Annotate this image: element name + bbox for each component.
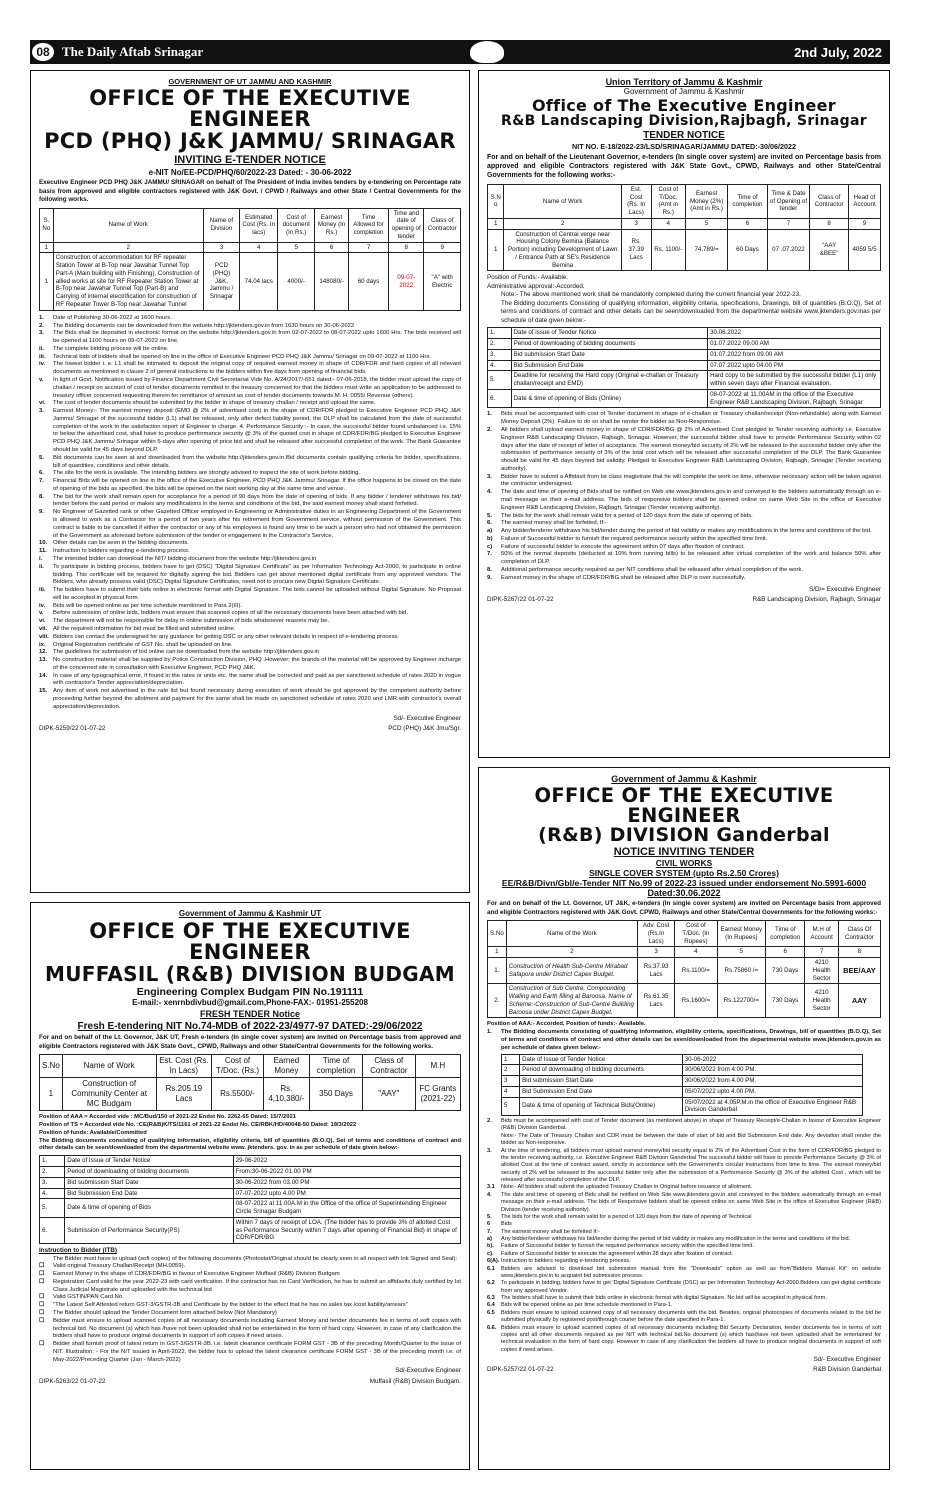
table-header-cell: M.H [415, 1055, 460, 1078]
list-item: 3.1 Note:- All bidders shall submit the uploaded Treasury Challan in Original before issuance of allotment. [487, 1184, 753, 1191]
schedule-row: 5. Date & time of opening of Bids 08-07-2022 at 11.00A.M in the Office of the office of Superintending Engineer Circle Srinagar Budgam [40, 1199, 461, 1218]
table-index-cell: 5 [717, 947, 765, 958]
table-row [488, 984, 881, 1018]
list-item: 15. Any item of work not advertised in the rate list but found necessary during execution of work should be got approved by the competent authority before proceeding further beyond the allotment and payment for the same shall be made on sanctioned schedule of rates 2020 and LMR with contractor's overall appreciation/depreciation. [39, 688, 461, 710]
list-item: 5. Bid documents can be seen at and downloaded from the website http://jktenders.gov.in Bid documents contain qualifying criteria for bidder, specifications, bill of quantities, conditions and other details. [39, 454, 461, 469]
list-item: iii. Technical bids of bidders shall be opened on line in the office of Executive Engineer PCD PHQ J&K Jammu/ Srinagar on 09-07-2022 at 1100 Hrs. [39, 353, 431, 360]
gd-conditions [487, 1118, 881, 1354]
table-cell: 2. [488, 984, 507, 1018]
list-item: 7. 50% of the normal deposits (deducted at 10% from running bills) to be released after virtual completion of the work and balance 50% after completion of DLP. [487, 551, 881, 566]
table-index-cell: 3 [638, 947, 675, 958]
list-item: 3. The Bids shall be deposited in electronic format on the website http://jktenders.gov.in from 02-07-2022 to 08-07-2022 upto 1600 Hrs. The bids received will be opened at 1100 hours on 09-07-2022 on line. [39, 330, 461, 345]
pcd-works-table [39, 208, 461, 311]
table-index-cell: 2 [506, 947, 637, 958]
ls-note: Note:- The above mentioned work shall be mandatorily completed during the current financial year 2022-23. [501, 291, 801, 299]
gd-single-cover: SINGLE COVER SYSTEM (upto Rs.2.50 Crores) [589, 868, 779, 879]
schedule-row: 3. Bid submission Start Date 01.07.2022 from 09.00 AM [488, 349, 881, 360]
gd-dated: Dated:30.06.2022 [647, 888, 721, 899]
table-cell: Construction of Community Center at MC Budgam [62, 1078, 156, 1111]
table-cell: AAY [838, 984, 880, 1018]
bg-notice-type: FRESH TENDER Notice [199, 1009, 300, 1020]
pcd-conditions [39, 315, 461, 712]
bg-funds: Position of funds: Available/Committed [39, 1129, 147, 1136]
table-cell: Rs.1600/= [675, 984, 717, 1018]
list-item: 8. The bid for the work shall remain open for acceptance for a period of 90 days from the date of opening of bids. If any bidder / tenderer withdraws his bid/ tender before the said period or makes any modifications in the terms and conditions of the bid, the said earnest money shall stand forfeited. [39, 493, 461, 508]
list-item: 1. Date of Publishing 30-06-2022 at 1600 hours. [39, 314, 172, 321]
list-item: iii. The bidders have to submit their bids online in electronic format with Digital Signature. The bids cannot be uploaded without Digital Signature. No Proposal will be accepted in physical form. [39, 587, 461, 601]
schedule-row: 4. Bid Submission End Date 07-07-2022 upto 4.00 PM [40, 1188, 461, 1199]
bg-email: E-mail:- xenrnbdivbud@gmail.com,Phone-FAX:- 01951-255208 [132, 998, 368, 1008]
table-header-cell: Time of completion [728, 184, 767, 218]
table-cell: 1. [488, 958, 507, 984]
table-cell: 60 Days [728, 229, 767, 271]
schedule-row: 1. Date of Issue of Tender Notice 29-06-2022 [40, 1156, 461, 1167]
table-cell: 1 [40, 1078, 63, 1111]
schedule-row: 3. Bid submission Start Date 30-06-2022 from 03.00 PM [40, 1177, 461, 1188]
ganderbal-tender-notice: Government of Jammu & Kashmir OFFICE OF THE EXECUTIVE ENGINEER (R&B) DIVISION Ganderbal NOTICE INVITING TENDER CIVIL WORKS SINGLE COVER SYSTEM (upto Rs.2.50 Crores) EE/R&B/Divn/Gbl/e-Tender NIT No.99 of 2022-23 issued under endorsement No.5991-6000 Dated:30.06.2022 For and on behalf of the Lt. Governor, UT J&K, e-tenders (In single cover system) are invited on Percentage basis from approved and eligible Contractors registered with J&K Govt. CPWD, Railways and other State/Central Governments for the following works:- S.No Name of the Work Adv. Cost (Rs.In Lacs) Cost of T/Doc. (In Rupees) Earnest Money (In Rupees) Time of completion M.H of Account Class Of Contractor 1 2 3 4 5 6 7 8 1. Construction of Health Sub-Centre Mirabad Safapora under District Capex Budget. Rs.37.93 Lacs Rs.1100/= Rs.75860 /= 730 Days 4210 Health Sector BEE/AAY 2. Construction of Sub Centre, Compounding Walling and Earth filling at Baroosa. Name of Scheme:-Construction of Sub-Centre Building Baroosa under District Capex Budget. Rs.61.35 Lacs Rs.1600/= Rs.122700/= 730 Days 4210 Health Sector AAY Position of AAA:- Accorded, Position of funds:- Available. 1. The Bidding documents consisting of qualifying information, eligibility criteria, specifications, Drawings, bill of quantities (B.O.Q), Set of terms and conditions of contract and other details can be seen/downloaded from the departmental website www.jktenders.gov.in as per schedule of dates given below:- 1 Date of Issue of Tender Notice 30-06-2022 2 Period of downloading of bidding documents 30/06/2022 from 4:00 PM. 3 Bid submission Start Date 30/06/2022 from 4.00 PM. 4 Bid Submission End Date 05/07/2022 upto 4.00 PM. 5 Date & time of opening of Technical Bids(Online) 05/07/2022 at 4.05P.M.in the office of Executive Engineer R&B Division Ganderbal 2. Bids must be accompanied with cost of Tender document (as mentioned above) in shape of Treasury Receipt/e-Challan in favour of Executive Engineer (R&B) Division Ganderbal. Note:- The Date of Treasury Challan and CDR must be between the date of start of bid and Bid Submission End date. Any deviation shall render the bidder as Non-responsive. 3. At the time of tendering, all bidders must upload earnest money/bid security equal to 2% of the Advertised Cost in the form of CDR/FDR/BG pledged to the tender receiving authority, i.e. Executive Engineer R&B Division Ganderbal The successful bidder will have to provide Performance Security @ 3% of allotted Cost at the time of contract award, strictly in accordance with the Government's circular instructions from time to time. The earnest money/bid security of 2% will be released to the successful bidder only after the submission of a Performance Security @ 3% of the allotted Cost , which will be released after successful completion of the DLP. 3.1 Note:- All bidders shall submit the uploaded Treasury Challan in Original before issuance of allotment. 4. The date and time of opening of Bids shall be notified on Web Site www.jktenders.gov.in and conveyed to the bidders automatically through an e-mail message on their e-mail address. The bids of Responsive bidders shall be opened online on same Web Site in the office of Executive Engineer (R&B) Division (tender receiving authority). 5. The bids for the work shall remain valid for a period of 120 days from the date of opening of Technical 6 Bids 7. The earnest money shall be forfeited If:- a) Any bidder/tenderer withdraws his bid/tender during the period of bid validity or makes any modification in the terms and conditions of the bid. b). Failure of Successful bidder to furnish the required performance security within the specified time limit. c). Failure of Successful bidder to execute the agreement within 28 days after fixation of contract. 6(A). Instruction to bidders regarding e-tendering process. 6.1 Bidders are advised to download bid submission manual from the "Downloads" option as well as from"Bidders Manual Kit" on website www.jktenders.gov.in to acquaint bid submission process. 6.2 To participate in bidding, bidders have to get 'Digital Signature Certificate (DSC) as per Information Technology Act-2000.Bidders can get digital certificate from any approved Vendor. 6.3 The bidders shall have to submit their bids online in electronic format with digital Signature. No bid will be accepted in physical form. 6.4 Bids will be opened online as per time schedule mentioned in Para-1. 6.5 Bidders must ensure to upload scanned copy of all necessary documents with the bid. Besides, original photocopies of documents related to the bid be submitted physically by registered post/through courier before the date specified in Para-1. 6.6. Bidders must ensure to upload scanned copies of all necessary documents including Bid Security Declaration, tender documents fee in terms of soft copies and all other documents required as per NIT with technical bid.No document (s) which has/have not been uploaded shall be entertained for technical evaluation in the form of hard copy. However in case of any clarification the bidders all have to produce original documents in support of soft copies if need arises. Sd/- Executive Engineer DIPK-5257/22 01-07-22 R&B Division Ganderbal [478, 767, 890, 1470]
table-index-cell: 5 [278, 242, 315, 253]
schedule-row: 6. Date & time of opening of Bids (Online) 08-07-2022 at 11.00AM in the office of the Executive Engineer R&B Landscaping Division, Rajbagh, Srinagar [488, 389, 881, 408]
ls-signature-1: S/D/= Executive Engineer [809, 585, 881, 593]
list-item: 11. Instruction to bidders regarding e-tendering process. [39, 548, 190, 555]
list-item: 2. The Bidding documents can be downloaded from the website http://jktenders.gov.in from 1630 hours on 30-06-2022 [39, 322, 355, 329]
ls-nit-number: NIT NO. E-18/2022-23/LSD/SRINAGAR/JAMMU DATED:-30/06/2022 [572, 141, 796, 151]
table-cell: Rs.5500/- [212, 1078, 263, 1111]
table-index-cell: 6 [315, 242, 349, 253]
list-item: ☐ "The Latest Self Attested return GST-3/GSTR-3B and Certificate by the bidder to the effect that he has no sales tax /cost liability/arrears" [39, 1302, 408, 1309]
list-item: 13. No construction material shall be supplied by Police Construction Division, PHQ .However; the brands of the material will be approved by Engineer incharge of the concerned site in consultation with Executive Engineer, PCD PHQ J&K. [39, 657, 461, 671]
table-header-cell: Estimated Cost (Rs. In lacs) [240, 208, 278, 242]
table-index-cell: 1 [40, 242, 54, 253]
table-cell: 4210 Health Sector [805, 984, 839, 1018]
gd-dipk: DIPK-5257/22 01-07-22 [487, 1366, 554, 1374]
list-item: v. In light of Govt. Notification issued by Finance Department Civil Secretariat Vide No. A/24/2017/-651 dated:- 07-06-2018, the bidder must upload the copy of challan / receipt on account of cost of tender documents remitted in the treasury concerned for that the bidders must write an application to be addressed to treasury officer concerned requesting therein for remittance of amount as cost of tender documents towards M. H. 0055/ Revenue (others). [39, 376, 461, 399]
pcd-signature-2: PCD (PHQ) J&K Jmu/Sgr. [388, 724, 461, 732]
list-item: v. Before submission of online bids, bidders must ensure that scanned copies of all the necessary documents have been attached with bid. [39, 610, 408, 617]
table-index-cell: 8 [389, 242, 424, 253]
table-header-cell: Est. Cost (Rs. In Lacs) [621, 184, 651, 218]
table-cell: 730 Days [766, 984, 805, 1018]
table-cell: 1 [488, 229, 504, 271]
table-cell: 1 [40, 253, 54, 310]
bg-itb: Instruction to Bidder (ITB) [39, 1247, 118, 1255]
gd-nit-number: EE/R&B/Divn/Gbl/e-Tender NIT No.99 of 2022-23 issued under endorsement No.5991-6000 [501, 878, 867, 889]
landscaping-tender-notice [478, 70, 890, 758]
bg-title-2: MUFFASIL (R&B) DIVISION BUDGAM [45, 961, 455, 986]
ls-ut: Union Territory of Jammu & Kashmir [605, 77, 763, 87]
table-index-cell: 3 [203, 242, 240, 253]
list-item: 5. The bids for the work shall remain valid for a period of 120 days from the date of opening of bids. [487, 512, 753, 519]
table-index-cell: 4 [651, 218, 685, 229]
list-item: 7. Financial Bids will be opened on line in the office of the Executive Engineer, PCD PHQ J&K Jammu/ Srinagar. If the office happens to be closed on the date of opening of the bids as specified, the bids will be opened on the next working day at the same time and venue. [39, 478, 461, 492]
list-item: 12. The guidelines for submission of bid online can be downloaded from the website http://jktenders.gov.in [39, 649, 320, 656]
list-item: b). Failure of Successful bidder to furnish the required performance security within the specified time limit. [487, 1243, 754, 1250]
list-item: 4. The date and time of opening of Bids shall be notified on Web site www.jktenders.gov.in and conveyed to the bidders automatically through an e-mail message on their e-mail address. The bids of responsive bidders shall be opened online on same Web Site in the office of Executive Engineer R&B Landscaping Division, Rajbagh, Srinagar (Tender receiving authority). [487, 489, 881, 511]
bg-docs: The Bidding documents consisting of qualifying information, eligibility criteria, bill of quantities (B.O.Q), Set of terms and conditions of contract and other details can be seen/downloaded from the departmental website www. jktenders. gov. in as per schedule of date given below:- [39, 1137, 461, 1152]
ls-signature-2: R&B Landscaping Division, Rajbagh, Srinagar [752, 595, 881, 603]
ls-title-2: R&B Landscaping Division,Rajbagh, Srinagar [501, 113, 867, 130]
table-header-cell: Class of Contractor [424, 208, 461, 242]
ls-schedule-table [487, 327, 881, 408]
table-header-cell: Class of Contractor [810, 184, 849, 218]
table-index-cell: 2 [504, 218, 622, 229]
table-cell: BEE/AAY [838, 958, 880, 984]
list-item: ☐ Bidder must ensure to upload scanned copies of all necessary documents including Earnest Money and tender documents fee in terms of soft copies with technical bid. No document (s) which has /have not been uploaded shall not be entertained in the form of hard copy. However, in case of any clarification the bidders shall have to produce original documents in support of soft copies if need arises. [39, 1317, 461, 1340]
gd-pre: The Bidding documents consisting of qualifying information, eligibility criteria, specifications, Drawings, bill of quantities (B.O.Q), Set of terms and conditions of contract and other details can be seen/downloaded from the departmental website www.jktenders.gov.in as per schedule of dates given below:- [501, 1029, 881, 1051]
bg-signature-2: Muffasil (R&B) Division Budgam. [369, 1377, 461, 1385]
table-header-cell: Class Of Contractor [838, 921, 880, 947]
pcd-dipk: DIPK-5259/22 01-07-22 [39, 724, 106, 732]
list-item: 4. The date and time of opening of Bids shall be notified on Web Site www.jktenders.gov.in and conveyed to the bidders automatically through an e-mail message on their e-mail address. The bids of Responsive bidders shall be opened online on same Web Site in the office of Executive Engineer (R&B) Division (tender receiving authority). [487, 1191, 881, 1213]
table-cell: 09-07-2022 [389, 253, 424, 310]
list-item: 14. In case of any typographical error, if found in the rates or units etc. the same shall be corrected and paid as per sanctioned schedule of rates 2020 in vogue with contractor's Tender appreciation/depreciation. [39, 672, 461, 687]
masthead [30, 40, 890, 64]
gd-schedule-table [501, 1054, 863, 1117]
pcd-notice-type: INVITING E-TENDER NOTICE [174, 154, 326, 167]
bg-schedule-table [39, 1155, 461, 1244]
table-index-cell: 1 [488, 947, 507, 958]
gd-aaa: Position of AAA:- Accorded, Position of funds:- Available. [487, 1021, 646, 1028]
list-item: 5. The bids for the work shall remain valid for a period of 120 days from the date of opening of Technical [487, 1213, 752, 1220]
table-cell: 4210 Health Sector [805, 958, 839, 984]
list-item: 6. The earnest money shall be forfeited, If:- [487, 520, 607, 527]
table-cell: Rs.37.93 Lacs [638, 958, 675, 984]
pcd-nit-number: e-NIT No/EE-PCD/PHQ/60/2022-23 Dated: - 30-06-2022 [148, 168, 352, 178]
table-cell: Construction of Central verge near Housing Colony Bemina (Balance Portion) including Development of Lawn / Entrance Path at SE's Residence Bemina [504, 229, 622, 271]
ls-admin: Administrative approval:-Accorded. [487, 282, 585, 290]
table-header-cell: Name of Division [203, 208, 240, 242]
table-cell: Rs.205.19 Lacs [156, 1078, 212, 1111]
list-item: c). Failure of Successful bidder to execute the agreement within 28 days after fixation of contract. [487, 1250, 734, 1257]
list-item: 7. The earnest money shall be forfeited If:- [487, 1228, 600, 1235]
ls-title-1: Office of The Executive Engineer [532, 96, 836, 115]
table-header-cell: Name of Work [62, 1055, 156, 1078]
table-index-cell: 7 [805, 947, 839, 958]
schedule-row: 5 Date & time of opening of Technical Bids(Online) 05/07/2022 at 4.05P.M.in the office of Executive Engineer R&B Division Ganderbal [502, 1097, 863, 1116]
list-item: c) Failure of successful bidder to execute the agreement within 07 days after fixation of contract. [487, 543, 745, 550]
table-header-cell: Time of completion [766, 921, 805, 947]
table-cell: 60 days [348, 253, 388, 310]
gd-title-2: (R&B) DIVISION Ganderbal [538, 823, 830, 846]
bg-conditions [39, 1256, 461, 1365]
bg-signature-1: Sd/-Executive Engineer [395, 1367, 461, 1375]
table-index-cell: 5 [685, 218, 727, 229]
table-cell: PCD (PHQ) J&K, Jammu / Srinagar [203, 253, 240, 310]
table-header-cell: S. No [40, 208, 54, 242]
table-cell: 148080/- [315, 253, 349, 310]
table-header-cell: Earned Money [263, 1055, 309, 1078]
table-header-cell: Earnest Money (2%) (Amt in Rs.) [685, 184, 727, 218]
list-item: ii. To participate in bidding process, bidders have to get (DSC) "Digital Signature Certificate" as per Information Technology Act-2000, to participate in online bidding. This certificate will be required for digitally signing the bid. Bidders can get above mentioned digital certificate from any approved vendors. The Bidders, who already possess valid (DSC) Digital Signature Certificates, need not to procure new Digital Signature Certificate. [39, 563, 461, 586]
table-index-cell: 9 [848, 218, 880, 229]
table-header-cell: Cost of T/Doc. (Rs.) [212, 1055, 263, 1078]
schedule-row: 5. Deadline for receiving the Hard copy (Original e-challan or Treasury challan/receipt and EMD) Hard copy to be submitted by the successful bidder (L1) only within seven days after Financial evaluation. [488, 371, 881, 390]
bg-works-table [39, 1054, 461, 1111]
bg-ts: Position of TS = Accorded vide No. :CE(R&B)K/TS/1161 of 2021-22 Endst No. CE/RBK/HD/40048-50 Dated: 19/3/2022 [39, 1122, 357, 1129]
table-index-cell: 2 [53, 242, 203, 253]
list-item: 6.2 To participate in bidding, bidders have to get 'Digital Signature Certificate (DSC) as per Information Technology Act-2000.Bidders can get digital certificate from any approved Vendor. [487, 1280, 881, 1294]
ls-note-2: The Bidding documents Consisting of qualifying information, eligibility criteria, specifications, Drawings, bill of quantities (B.O.Q), Set of terms and conditions of contract and other details can be seen/downloaded from the departmental website www.jktenders.gov.inas per schedule of date given below:- [501, 299, 881, 324]
list-item: ix. Original Registration certificate of GST No. shall be uploaded on line. [39, 641, 233, 648]
bg-aaa: Position of AAA = Accorded vide : MC/Bud/150 of 2021-22 Endst No. 2262-65 Dated: 15/7/2021 [39, 1114, 296, 1121]
gd-notice-type: NOTICE INVITING TENDER [613, 846, 755, 859]
ls-funds: Position of Funds:- Available. [487, 274, 569, 282]
list-item: vii. All the required information for bid must be filled and submitted online. [39, 625, 236, 632]
gd-govt: Government of Jammu & Kashmir [611, 774, 757, 784]
list-item: 6.3 The bidders shall have to submit their bids online in electronic format with digital Signature. No bid will be accepted in physical form. [487, 1295, 827, 1302]
list-item: ☐ Valid original Treasury Challan/Receipt (MH.0059). [39, 1263, 186, 1270]
bg-govt: Government of Jammu & Kashmir UT [178, 909, 322, 918]
gd-signature-2: R&B Division Ganderbal [813, 1366, 881, 1374]
list-item: a) Any bidder/tenderer withdraws his bid/tender during the period of bid validity or makes any modification in the terms and conditions of the bid. [487, 1236, 851, 1243]
gd-civil: CIVIL WORKS [655, 858, 713, 869]
table-index-cell: 1 [488, 218, 504, 229]
list-item: b) Failure of Successful bidder to furnish the required performance security within the specified time limit. [487, 535, 768, 542]
list-item: 2. All bidders shall upload earnest money in shape of CDR/FDR/BG @ 2% of Advertised Cost pledged to Tender receiving authority i.e. Executive Engineer R&B Landscaping Division, Rajbagh, Srinagar. However, the successful bidder shall have to provide Performance Security within 02 days after the date of receipt of letter of acceptance. The earnest money/bid security of 2% will be released to the successful bidder only after the submission of performance security of 3% of the total cost which will be released after successful completion of the DLP. The Bank Guarantee should be valid for 45 days beyond bid validity. Pledged to Executive Engineer R&B Landscaping Division, Rajbagh, Srinagar (Tender receiving authority). [487, 426, 881, 472]
schedule-row: 2 Period of downloading of bidding documents 30/06/2022 from 4:00 PM. [502, 1065, 863, 1076]
bg-nit-number: Fresh E-tendering NIT No.74-MDB of 2022-23/4977-97 DATED:-29/06/2022 [77, 1021, 423, 1033]
table-header-cell: Time Allowed for completion [348, 208, 388, 242]
table-cell: 4000/- [278, 253, 315, 310]
bg-intro: For and on behalf of the Lt. Governor, J&K UT, Fresh e-tenders (In single cover system) are invited on Percentage basis from approved and eligible Contractors registered with J&K State Govt., CPWD, Railways and other State/Central Governments for the following works. [39, 1034, 461, 1050]
table-header-cell: Time & Date of Opening of tender [767, 184, 810, 218]
table-header-cell: Name of the Work [506, 921, 637, 947]
table-cell: "AAY &BEE" [810, 229, 849, 271]
list-item: ☐ Earnest Money in the shape of CDR/FDR/BG in favour of Executive Engineer Muffasil (R&B) Division Budgam [39, 1271, 340, 1278]
pcd-signature-1: Sd/- Executive Engineer [393, 714, 461, 722]
table-index-cell: 8 [810, 218, 849, 229]
list-item: vi. The department will not be responsible for delay in online submission of bids whatsoever reasons may be. [39, 618, 330, 625]
table-header-cell: S.No [488, 921, 507, 947]
ls-govt: Government of Jammu & Kashmir [623, 87, 745, 96]
newspaper-logo [470, 41, 504, 63]
table-cell: "AAY" [363, 1078, 416, 1111]
table-header-cell: S.No [40, 1055, 63, 1078]
bg-complex: Engineering Complex Budgam PIN No.191111 [136, 986, 364, 999]
schedule-row: 3 Bid submission Start Date 30/06/2022 from 4.00 PM. [502, 1076, 863, 1087]
ls-notice-type: TENDER NOTICE [643, 129, 725, 141]
table-cell: Rs. 37.39 Lacs [621, 229, 651, 271]
table-index-cell: 6 [728, 218, 767, 229]
list-item: The Bidder must have to upload (soft copies) of the following documents (Photostat/Original should be clearly seen in all respect with Ink Signed and Seal): [53, 1255, 458, 1262]
table-index-cell: 9 [424, 242, 461, 253]
table-cell: Construction of Health Sub-Centre Mirabad Safapora under District Capex Budget. [506, 958, 637, 984]
table-header-cell: Head of Account [848, 184, 880, 218]
table-index-cell: 4 [675, 947, 717, 958]
table-header-cell: Time of completion [309, 1055, 362, 1078]
bg-dipk: DIPK-5263/22 01-07-22 [39, 1377, 106, 1385]
list-item: 1. Bids must be accompanied with cost of Tender document in shape of e-challan or Treasury challan/receipt (Non-refundable) along with Earnest Money Deposit (2%). Failure to do so shall be render the bidder as Non-Responsive. [487, 411, 881, 426]
table-cell: Rs.1100/= [675, 958, 717, 984]
table-cell: Construction of accommodation for RF repeater Station Tower at B-Top near Jawahar Tunnel Top Part-A (Main building with Finishing), Construction of allied works at site for RF Repeater Station Tower at B-Top near Jawahar Tunnel Top (Part-B) and Carrying of internal electrification for construction of RF Repeater Tower B-Top near Jawahar Tunnel [53, 253, 203, 310]
table-header-cell: Earnest Money (In Rs.) [315, 208, 349, 242]
list-item: 9. No Engineer of Gazetted rank or other Gazetted Officer employed in Engineering or Administrative duties in an Engineering Department of the Government is allowed to work as a Contractor for a period of two years after his retirement from Government service, without permission of the Government. This contract is liable to be cancelled if either the contractor or any of his employees is found any time to be such a person who had not obtained the permission of the Government as aforesaid before submission of the tender or engagement in the Contractor's Service. [39, 509, 461, 539]
pcd-intro: Executive Engineer PCD PHQ J&K JAMMU/ SRINAGAR on behalf of The President of India invites tenders by e-tendering on Percentage rate basis from approved and eligible contractors registered with J&K Govt. / CPWD / Railways and other State / Central Governments for the following works. [39, 179, 461, 204]
table-cell: Rs.75860 /= [717, 958, 765, 984]
table-header-cell: Est. Cost (Rs. In Lacs) [156, 1055, 212, 1078]
list-item: i. The intended bidder can download the NIT/ bidding document from the website http://jktenders.gov.in [39, 555, 317, 562]
list-item: ☐ Valid GSTIN/PAN Card No. [39, 1294, 124, 1301]
table-cell: Rs. 1100/- [651, 229, 685, 271]
list-item: 6.5 Bidders must ensure to upload scanned copy of all necessary documents with the bid. Besides, original photocopies of documents related to the bid be submitted physically by registered post/through courier before the date specified in Para-1. [487, 1309, 881, 1324]
ls-dipk: DIPK-5267/22 01-07-22 [487, 595, 554, 603]
gd-signature-1: Sd/- Executive Engineer [813, 1356, 881, 1364]
list-item: ☐ Bidder shall furnish proof of latest return in GST-3/GSTR-3B. i.e. latest clearance certificate FORM GST - 3B of the preceding Month/Quarter to the issue of NIT. Illustration: - For the NIT issued in April-2022, the bidder has to upload the latest clearance certificate FORM GST - 3B of the preceding month i.e. of May-2022/Preceding Quarter (Jan - March-2022) [39, 1341, 461, 1363]
pcd-title-2: PCD (PHQ) J&K JAMMU/ SRINAGAR [44, 128, 456, 153]
table-index-cell: 3 [621, 218, 651, 229]
table-header-cell: Cost of T/Doc. (In Rupees) [675, 921, 717, 947]
ls-conditions [487, 411, 881, 582]
page-number: 08 [32, 43, 54, 61]
table-header-cell: Class of Contractor [363, 1055, 416, 1078]
table-index-cell: 7 [767, 218, 810, 229]
table-header-cell: Name of Work [53, 208, 203, 242]
table-index-cell: 8 [838, 947, 880, 958]
table-header-cell: M.H of Account [805, 921, 839, 947]
ls-works-table [487, 184, 881, 272]
table-cell: 74,789/= [685, 229, 727, 271]
table-index-cell: 6 [766, 947, 805, 958]
schedule-row: 4 Bid Submission End Date 05/07/2022 upto 4.00 PM. [502, 1086, 863, 1097]
list-item: ii. The complete bidding process will be online. [39, 345, 169, 352]
list-item: 8. Additional performance security required as per NIT conditions shall be released after virtual completion of the work. [487, 567, 804, 574]
table-cell: 4059 5/5 [848, 229, 880, 271]
gd-title-1: OFFICE OF THE EXECUTIVE ENGINEER [534, 784, 834, 827]
newspaper-name: The Daily Aftab Srinagar [62, 44, 204, 59]
pcd-tender-notice [30, 70, 470, 893]
list-item: 3. Earnest Money:- The earnest money deposit (EMD @ 2% of advertised cost) in the shape of CDR/FDR pledged to Executive Engineer PCD PHQ J&K Jammu/ Srinagar of the successful bidder (L1) shall be released, only after defect liability period, the DLP shall be calculated from the date of successful completion of the work to the satisfaction report of Engineer in charge. 4. Performance Security :- In case, the successful bidder found unbalanced i.e. 15% or below the advertised cost, shall have to produce performance security @ 3% of the quoted cost in shape of CDR/FDR/BG pledged to Executive Engineer PCD PHQ J&K Jammu/ Srinagar within 5-days after opening of price bid and shall be released after successful completion of the work. The Bank Guarantee should be valid for 45 days beyond DLP. [39, 408, 461, 453]
ls-intro: For and on behalf of the Lieutenant Governor, e-tenders (In single cover system) are invited on Percentage basis from approved and eligible Contractors registered with J&K State Govt., CPWD, Railways and other State/Central Governments for the following works:- [487, 153, 881, 180]
list-item: iv. The lowest bidder i. e. L1 shall be intimated to deposit the original copy of required earnest money in shape of CDR/FDR and hard copies of all relevant documents as mentioned in clause 2 of general instructions to the bidders within five days from opening of financial bids. [39, 361, 461, 376]
list-item: ☐ Registration Card valid for the year 2022-23 with card verification. If the contractor has no Card Verification, he has to submit an affidavits duly certified by Ist Class Judicial Magistrate and uploaded with the technical bid [39, 1278, 461, 1293]
table-header-cell: Time and date of opening of tender [389, 208, 424, 242]
table-header-cell: S.N o [488, 184, 504, 218]
issue-date: 2nd July, 2022 [794, 44, 882, 60]
list-item: viii. Bidders can contact the undersigned for any guidance for getting DSC or any other relevant details in respect of e-tendering process. [39, 633, 400, 640]
list-item: 9. Earnest money in the shape of CDR/FDR/BG shall be released after DLP is over successfully. [487, 574, 746, 581]
schedule-row: 2. Period of downloading of bidding documents From.30-06-2022 01.00 PM [40, 1167, 461, 1178]
table-header-cell: Cost of document (In Rs.) [278, 208, 315, 242]
gd-works-table [487, 920, 881, 1018]
table-cell: FC Grants (2021-22) [415, 1078, 460, 1111]
bg-title-1: OFFICE OF THE EXECUTIVE ENGINEER [89, 919, 411, 965]
table-cell: "A" with Electric [424, 253, 461, 310]
table-cell: Rs. 4,10,380/- [263, 1078, 309, 1111]
list-item: 3. Bidder have to submit a Affidavit from Ist class magistrate that he will complete the work on time, otherwise necessary action will be taken against the contractor undersigned. [487, 473, 881, 488]
table-cell: 730 Days [766, 958, 805, 984]
list-item: 6 Bids [487, 1221, 512, 1228]
list-item: 6.4 Bids will be opened online as per time schedule mentioned in Para-1. [487, 1302, 673, 1309]
pcd-title-1: OFFICE OF THE EXECUTIVE ENGINEER [89, 86, 411, 132]
schedule-row: 4. Bid Submission End Date 07.07.2022 upto 04.00 PM [488, 360, 881, 371]
table-cell: Rs.61.35 Lacs [638, 984, 675, 1018]
budgam-tender-notice [30, 902, 470, 1470]
table-index-cell: 7 [348, 242, 388, 253]
pcd-govt: GOVERNMENT OF UT JAMMU AND KASHMIR [168, 77, 332, 86]
table-header-cell: Cost of T/Doc. (Amt in Rs.) [651, 184, 685, 218]
list-item: a) Any bidder/tenderer withdraws his bid/tender during the period of bid validity or makes any modifications in the terms and conditions of the bid. [487, 528, 872, 535]
table-cell: Construction of Sub Centre, Compounding Walling and Earth filling at Baroosa. Name of Scheme:-Construction of Sub-Centre Building Baroosa under District Capex Budget. [506, 984, 637, 1018]
table-cell: 350 Days [309, 1078, 362, 1111]
list-item: Note:- The Date of Treasury Challan and CDR must be between the date of start of bid and Bid Submission End date. Any deviation shall render the bidder as Non-responsive. [501, 1132, 881, 1147]
schedule-row: 1 Date of Issue of Tender Notice 30-06-2022 [502, 1054, 863, 1065]
list-item: 6. The site for the work is available. The intending bidders are strongly advised to inspect the site of work before bidding. [39, 470, 361, 477]
table-cell: 74.04 lacs [240, 253, 278, 310]
list-item: ☐ The Bidder should upload the Tender Document form attached below (Not Mandatory) [39, 1309, 277, 1316]
list-item: 6(A). Instruction to bidders regarding e-tendering process. [487, 1258, 631, 1265]
table-header-cell: Name of Work [504, 184, 622, 218]
table-cell: Rs.122700/= [717, 984, 765, 1018]
list-item: vi. The cost of tender documents should be submitted by the bidder in shape of treasury challan / receipt and upload the same. [39, 400, 376, 407]
list-item: 6.6. Bidders must ensure to upload scanned copies of all necessary documents including Bid Security Declaration, tender documents fee in terms of soft copies and all other documents required as per NIT with technical bid.No document (s) which has/have not been uploaded shall be entertained for technical evaluation in the form of hard copy. However in case of any clarification the bidders all have to produce original documents in support of soft copies if need arises. [487, 1324, 881, 1353]
list-item: 10. Other details can be seen in the bidding documents. [39, 540, 189, 547]
table-cell: 07 .07.2022 [767, 229, 810, 271]
table-row [488, 958, 881, 984]
list-item: iv. Bids will be opened online as per time schedule mentioned in Para 2(III). [39, 602, 242, 609]
table-index-cell: 4 [240, 242, 278, 253]
list-item: 6.1 Bidders are advised to download bid submission manual from the "Downloads" option as well as from"Bidders Manual Kit" on website www.jktenders.gov.in to acquaint bid submission process. [487, 1265, 881, 1279]
table-header-cell: Adv. Cost (Rs.In Lacs) [638, 921, 675, 947]
schedule-row: 2. Period of downloading of bidding documents 01.07.2022 09.00 AM [488, 339, 881, 350]
table-header-cell: Earnest Money (In Rupees) [717, 921, 765, 947]
list-item: 3. At the time of tendering, all bidders must upload earnest money/bid security equal to 2% of the Advertised Cost in the form of CDR/FDR/BG pledged to the tender receiving authority, i.e. Executive Engineer R&B Division Ganderbal The successful bidder will have to provide Performance Security @ 3% of allotted Cost at the time of contract award, strictly in accordance with the Government's circular instructions from time to time. The earnest money/bid security of 2% will be released to the successful bidder only after the submission of a Performance Security @ 3% of the allotted Cost , which will be released after successful completion of the DLP. [487, 1147, 881, 1184]
schedule-row: 6. Submission of Performance Security(PS) Within 7 days of receipt of LOA. (The bidder has to provide 3% of allotted Cost as Performance Security within 7 days after opening of Financial Bid) in shape of CDR/FDR/BG [40, 1217, 461, 1243]
list-item: 2. Bids must be accompanied with cost of Tender document (as mentioned above) in shape of Treasury Receipt/e-Challan in favour of Executive Engineer (R&B) Division Ganderbal. [487, 1118, 881, 1132]
gd-intro: For and on behalf of the Lt. Governor, UT J&K, e-tenders (In single cover system) are invited on Percentage basis from approved and eligible Contractors registered with J&K Govt. CPWD, Railways and other State/Central Governments for the following works:- [487, 900, 881, 916]
schedule-row: 1. Date of issue of Tender Notice 30.06.2022 [488, 328, 881, 339]
